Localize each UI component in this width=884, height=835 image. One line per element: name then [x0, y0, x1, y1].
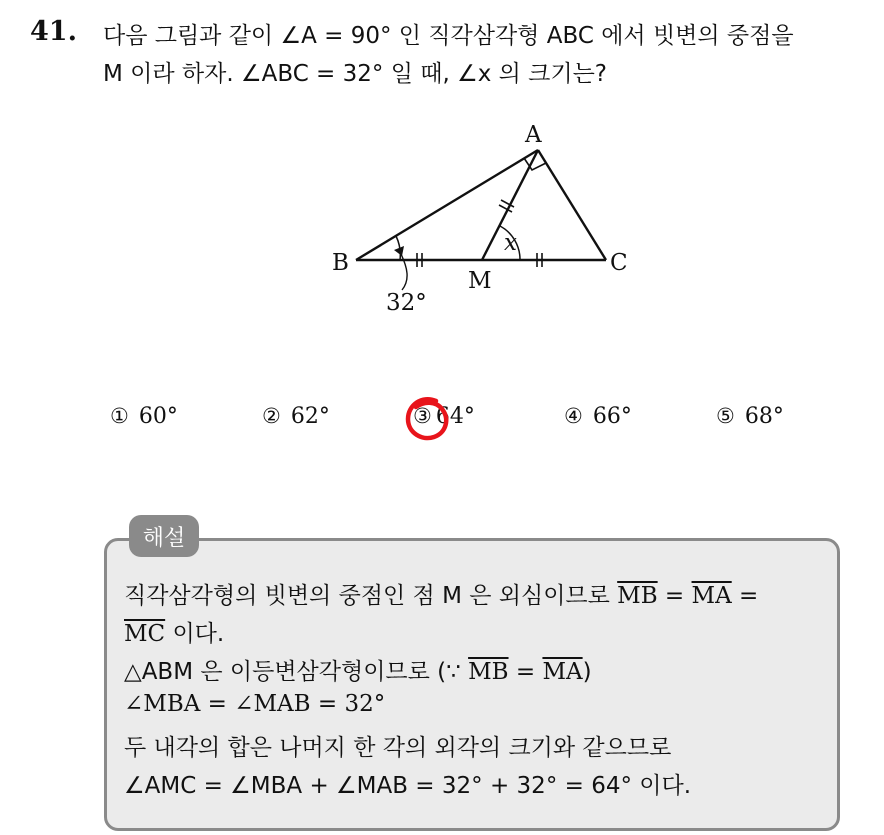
solution-line-6: ∠AMC = ∠MBA + ∠MAB = 32° + 32° = 64° 이다.: [124, 773, 692, 799]
question-number: 41.: [30, 16, 77, 47]
question-text-line2: M 이라 하자. ∠ABC = 32° 일 때, ∠x 의 크기는?: [103, 61, 608, 87]
solution-line-1: 직각삼각형의 빗변의 중점인 점 M 은 외심이므로 $\overline{MB} = \overline{MA}$ =: [124, 583, 759, 609]
selected-answer-circle-icon: [402, 393, 454, 445]
solution-line-4: ∠MBA = ∠MAB = 32°: [124, 691, 386, 717]
choice-2[interactable]: ② 62°: [262, 404, 330, 429]
choice-4[interactable]: ④ 66°: [564, 404, 632, 429]
label-b: B: [332, 250, 349, 276]
label-x: x: [504, 230, 517, 256]
solution-line-2: $\overline{MC}$ 이다.: [124, 621, 225, 647]
choice-1[interactable]: ① 60°: [110, 404, 178, 429]
label-a: A: [525, 122, 542, 148]
choice-3[interactable]: ③ 64°: [413, 404, 475, 429]
triangle-figure: [320, 112, 650, 312]
solution-line-5: 두 내각의 합은 나머지 한 각의 외각의 크기와 같으므로: [124, 735, 672, 761]
question-text-line1: 다음 그림과 같이 ∠A = 90° 인 직각삼각형 ABC 에서 빗변의 중점을: [103, 23, 794, 49]
choice-5[interactable]: ⑤ 68°: [716, 404, 784, 429]
angle-pointer-32: [400, 252, 407, 290]
segment-ac: [538, 150, 606, 260]
label-m: M: [468, 268, 492, 294]
label-32: 32°: [386, 290, 427, 312]
solution-line-3: △ABM 은 이등변삼각형이므로 (∵ $\overline{MB} = \overline{MA}$): [124, 659, 592, 685]
label-c: C: [610, 250, 628, 276]
solution-tab: 해설: [129, 515, 199, 557]
